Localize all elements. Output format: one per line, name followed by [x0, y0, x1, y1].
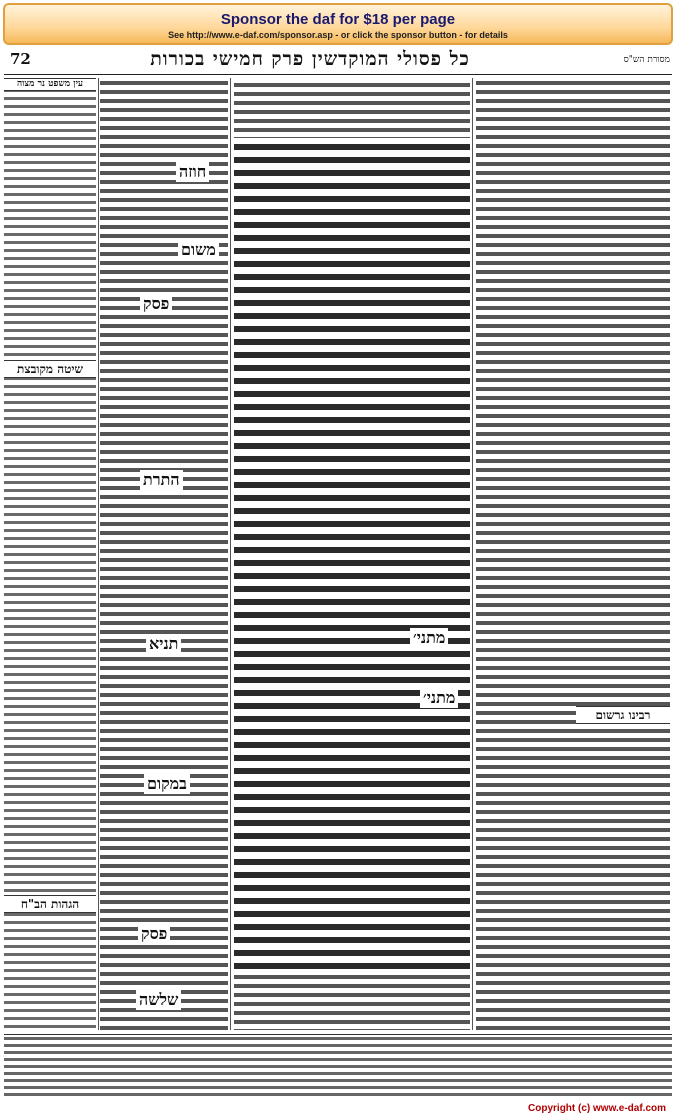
masoret-label: מסורת הש"ס: [623, 55, 670, 65]
mishnah-marker-2: מתני׳: [420, 688, 458, 708]
tosafot-dibbur-4: התרת: [140, 470, 183, 490]
copyright-notice[interactable]: Copyright (c) www.e-daf.com: [528, 1103, 666, 1114]
tosafot-dibbur-6: במקום: [144, 774, 190, 794]
sponsor-subline: See http://www.e-daf.com/sponsor.asp - or click the sponsor button - for details: [168, 30, 508, 40]
rabbeinu-gershom-label: רבינו גרשום: [576, 706, 670, 724]
page-title: כל פסולי המוקדשין פרק חמישי בכורות: [150, 48, 470, 70]
tosafot-dibbur-5: תניא: [146, 634, 181, 654]
header-divider: [4, 74, 672, 75]
divider-2: [230, 78, 231, 1030]
tosafot-column: [100, 78, 228, 1030]
tosafot-dibbur-3: פסק: [140, 294, 172, 314]
running-head: [0, 48, 676, 74]
tosafot-dibbur-1: חוזה: [176, 162, 209, 182]
page-number: 72: [10, 50, 31, 68]
tosafot-dibbur-7: פסק: [138, 924, 170, 944]
left-margin-column: [4, 78, 96, 1030]
hagahot-label: הגהות הב"ח: [4, 895, 96, 913]
divider-1: [98, 78, 99, 1030]
sponsor-headline: Sponsor the daf for $18 per page: [220, 11, 456, 28]
divider-3: [472, 78, 473, 1030]
ein-mishpat-label: עין משפט נר מצוה: [4, 78, 96, 91]
tosafot-dibbur-2: משום: [178, 240, 219, 260]
sponsor-banner[interactable]: [3, 3, 673, 45]
mishnah-marker-1: מתני׳: [410, 628, 448, 648]
right-commentary-column: [476, 78, 670, 1030]
rashi-column-top: [234, 80, 470, 138]
gemara-main-text: [234, 140, 470, 970]
footnote-band: [4, 1034, 672, 1099]
shita-mekubetzet-label: שיטה מקובצת: [4, 360, 96, 378]
rashi-bottom-wrap: [234, 972, 470, 1030]
tosafot-dibbur-8: שלשה: [136, 990, 181, 1010]
